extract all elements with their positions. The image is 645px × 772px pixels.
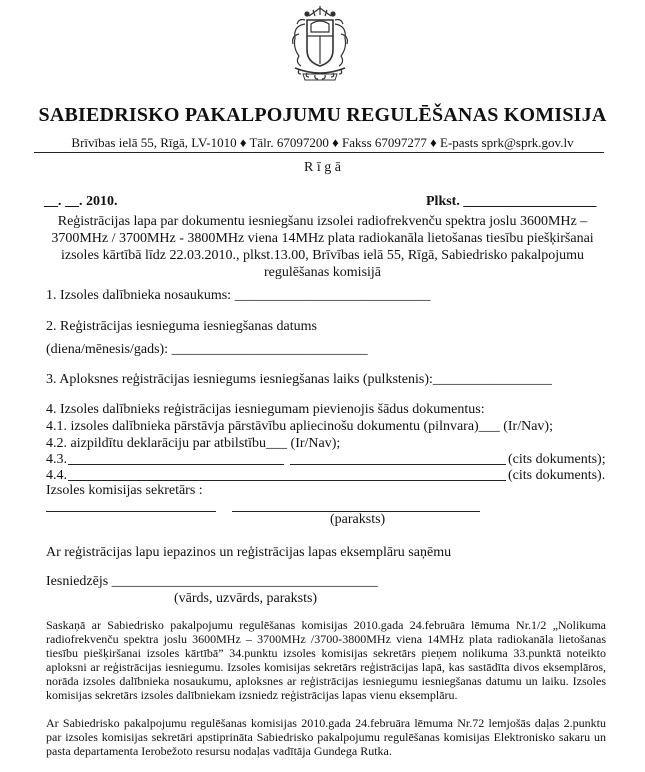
acknowledgement-text: Ar reģistrācijas lapu iepazinos un reģistrācijas lapas eksemplāru saņēmu (46, 545, 452, 560)
participant-name-field: 1. Izsoles dalībnieka nosaukums: ____________________________ (46, 288, 431, 303)
date-field: __. __. 2010. (44, 194, 118, 209)
title-line-1: Reģistrācijas lapa par dokumentu iesniegšanu izsolei radiofrekvenču spektra joslu 3600MHz – (57, 214, 588, 229)
title-line-2: 3700MHz / 3700MHz - 3800MHz viena 14MHz plata radiokanāla lietošanas tiesību piešķiršanai (51, 231, 594, 246)
document-item-4-3-number: 4.3. (46, 452, 67, 467)
note-paragraph-1: Saskaņā ar Sabiedrisko pakalpojumu regulēšanas komisijas 2010.gada 24.februāra lēmuma Nr.1/2 „Nolikuma radiofrekvenču spektra joslu 3600MHz – 3700MHz /3700-3800MHz viena 14MHz plata radiokanāla lietošanas tiesību piešķiršanai izsoles kārtībā” 34.punktu izsoles komisijas sekretārs pieņem nolikuma 33.punktā noteikto aploksni ar reģistrācijas iesniegumu. Izsoles komisijas sekretārs reģistrācijas lapā, kas sastādīta divos eksemplāros, norāda izsoles dalībnieka nosaukumu, aploksnes ar reģistrācijas iesniegumu iesniegšanas datumu un laiku. Izsoles komisijas sekretārs izsoles dalībniekam izsniedz reģistrācijas lapas vienu eksemplāru. (46, 618, 606, 702)
document-item-4-2: 4.2. aizpildītu deklarāciju par atbilstību___ (Ir/Nav); (46, 436, 341, 451)
organization-name: SABIEDRISKO PAKALPOJUMU REGULĒŠANAS KOMISIJA (38, 104, 607, 126)
submission-time-field: 3. Aploksnes reģistrācijas iesniegums iesniegšanas laiks (pulkstenis):_________________ (46, 372, 552, 387)
document-item-4-4-suffix: (cits dokuments). (508, 468, 606, 483)
coat-of-arms-emblem (285, 4, 355, 82)
title-line-4: regulēšanas komisijā (263, 265, 382, 280)
time-field: Plkst. ___________________ (426, 194, 597, 209)
city-heading: R ī g ā (304, 160, 341, 175)
secretary-label: Izsoles komisijas sekretārs : (46, 483, 203, 498)
title-line-3: izsoles kārtībā līdz 22.03.2010., plkst.13.00, Brīvības ielā 55, Rīgā, Sabiedrisko pakalpojumu (61, 248, 584, 263)
note-paragraph-2: Ar Sabiedrisko pakalpojumu regulēšanas komisijas 2010.gada 24.februāra lēmuma Nr.72 lemjošās daļas 2.punktu par izsoles komisijas sekretāri apstiprināta Sabiedrisko pakalpojumu regulēšanas komisijas Elektronisko sakaru un pasta departamenta Ierobežoto resursu nodaļas vadītāja Gundega Rutka. (46, 716, 606, 758)
header-divider (34, 152, 604, 153)
secretary-name-line (46, 511, 216, 512)
blank-line (68, 480, 506, 481)
attached-documents-heading: 4. Izsoles dalībnieks reģistrācijas iesniegumam pievienojis šādus dokumentus: (46, 402, 485, 417)
document-item-4-4-number: 4.4. (46, 468, 67, 483)
document-item-4-3-suffix: (cits dokuments); (508, 452, 606, 467)
submitter-field: Iesniedzējs ______________________________________ (46, 574, 378, 589)
blank-line (290, 464, 506, 465)
contact-address-line: Brīvības ielā 55, Rīgā, LV-1010 ♦ Tālr. 67097200 ♦ Fakss 67097277 ♦ E-pasts sprk@sprk.gov.lv (71, 135, 574, 150)
blank-line (68, 464, 284, 465)
submitter-caption: (vārds, uzvārds, paraksts) (174, 591, 318, 606)
document-item-4-1: 4.1. izsoles dalībnieka pārstāvja pārstāvību apliecinošu dokumentu (pilnvara)___ (Ir/Nav); (46, 419, 553, 434)
signature-caption: (paraksts) (330, 512, 386, 527)
submission-date-field: (diena/mēnesis/gads): ____________________________ (46, 342, 368, 357)
submission-date-label: 2. Reģistrācijas iesnieguma iesniegšanas datums (46, 319, 317, 334)
